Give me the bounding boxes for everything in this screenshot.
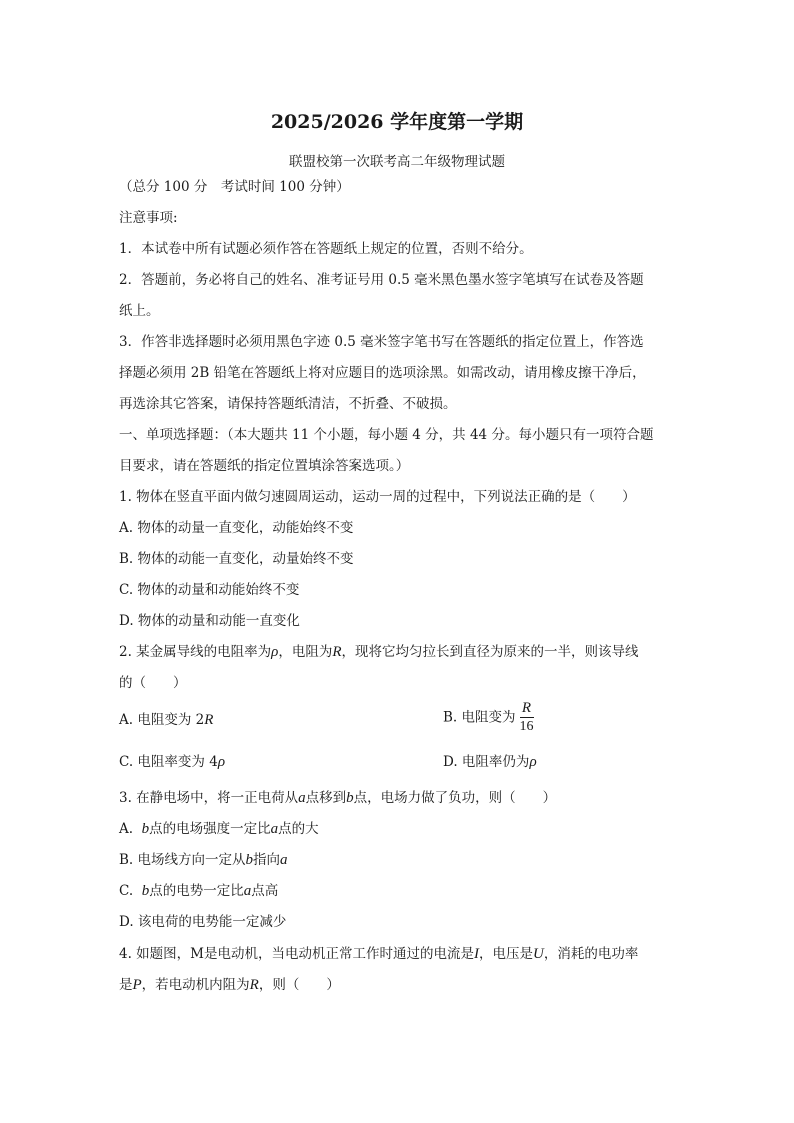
section-1-heading-line-1: 一、单项选择题：（本大题共 11 个小题，每小题 4 分，共 44 分。每小题只有一项符合题	[119, 427, 654, 443]
q2-option-c: C. 电阻率变为 4ρ	[119, 754, 226, 770]
page-title: 2025/2026 学年度第一学期	[270, 111, 524, 133]
q1-option-a: A. 物体的动量一直变化，动能始终不变	[119, 520, 354, 536]
fraction-r-over-16: $\frac{R}{16}$	[519, 700, 534, 734]
q2-stem-line-2: 的（ ）	[119, 675, 187, 691]
note-1: 1．本试卷中所有试题必须作答在答题纸上规定的位置，否则不给分。	[119, 241, 533, 257]
q1-option-c: C. 物体的动量和动能始终不变	[119, 582, 300, 598]
q4-stem-line-2: 是P，若电动机内阻为R，则（ ）	[119, 977, 340, 993]
notes-heading: 注意事项:	[119, 210, 178, 226]
resistance-symbol: R	[332, 644, 342, 660]
q3-option-c: C. b点的电势一定比a点高	[119, 883, 279, 899]
q3-option-d: D. 该电荷的电势能一定减少	[119, 914, 287, 930]
rho-symbol: ρ	[271, 644, 279, 660]
exam-subtitle: 联盟校第一次联考高二年级物理试题	[289, 154, 505, 170]
q2-stem-line-1: 2. 某金属导线的电阻率为ρ，电阻为R，现将它均匀拉长到直径为原来的一半，则该导线	[119, 644, 639, 660]
q1-option-b: B. 物体的动能一直变化，动量始终不变	[119, 551, 354, 567]
q2-option-a: A. 电阻变为 2R	[119, 712, 214, 728]
q4-stem-line-1: 4. 如题图，M是电动机，当电动机正常工作时通过的电流是I，电压是U，消耗的电功率	[119, 946, 639, 962]
note-3-line-3: 再选涂其它答案，请保持答题纸清洁，不折叠、不破损。	[119, 396, 457, 412]
q1-stem: 1. 物体在竖直平面内做匀速圆周运动，运动一周的过程中，下列说法正确的是（ ）	[119, 489, 636, 505]
q3-stem: 3. 在静电场中，将一正电荷从a点移到b点，电场力做了负功，则（ ）	[119, 790, 557, 806]
exam-info: （总分 100 分 考试时间 100 分钟）	[119, 179, 350, 195]
note-3-line-2: 择题必须用 2B 铅笔在答题纸上将对应题目的选项涂黑。如需改动，请用橡皮擦干净后，	[119, 365, 646, 381]
note-3-line-1: 3．作答非选择题时必须用黑色字迹 0.5 毫米签字笔书写在答题纸的指定位置上，作答选	[119, 334, 644, 350]
q2-option-b: B. 电阻变为 $\frac{R}{16}$	[443, 700, 534, 734]
note-2-line-2: 纸上。	[119, 303, 160, 319]
q2-option-d: D. 电阻率仍为ρ	[443, 754, 537, 770]
q3-option-a: A. b点的电场强度一定比a点的大	[119, 821, 319, 837]
q1-option-d: D. 物体的动量和动能一直变化	[119, 613, 300, 629]
section-1-heading-line-2: 目要求，请在答题纸的指定位置填涂答案选项。）	[119, 458, 410, 474]
q3-option-b: B. 电场线方向一定从b指向a	[119, 852, 288, 868]
note-2-line-1: 2．答题前，务必将自己的姓名、准考证号用 0.5 毫米黑色墨水签字笔填写在试卷及答题	[119, 272, 644, 288]
